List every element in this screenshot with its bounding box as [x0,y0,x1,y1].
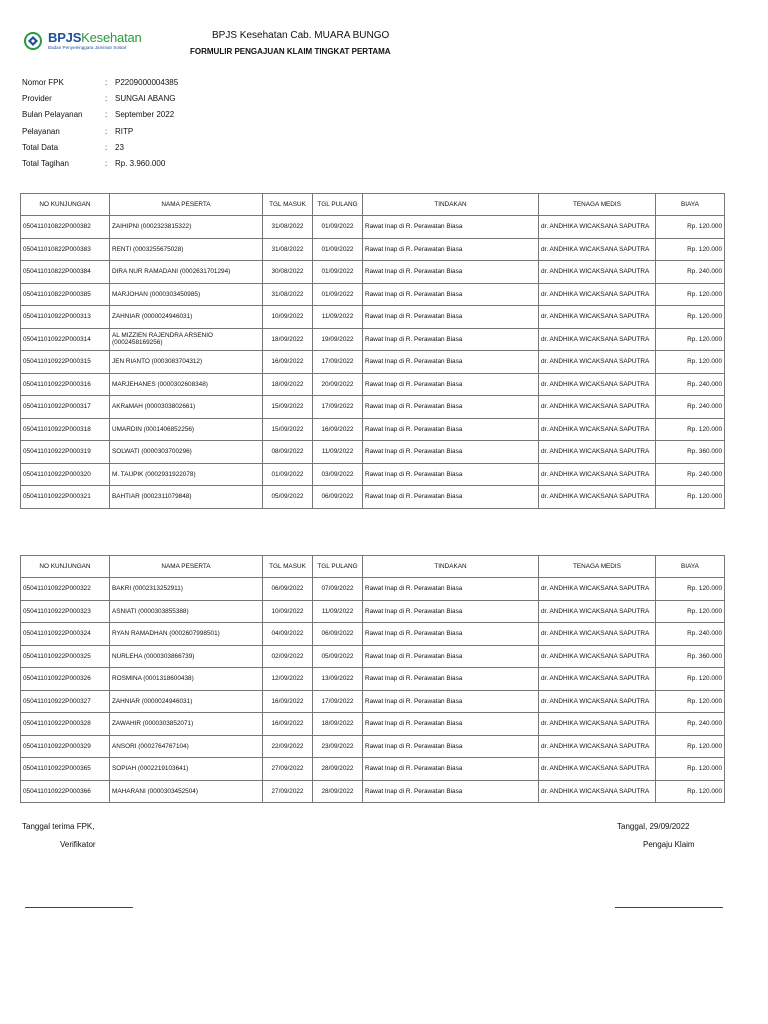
info-colon: : [105,142,108,152]
table-row [21,668,725,691]
admission-date-cell: 08/09/2022 [263,441,313,464]
participant-name-cell: MARJOHAN (0000303450985) [110,283,263,306]
table-row [21,328,725,351]
cost-cell: Rp. 120.000 [656,283,725,306]
procedure-cell: Rawat Inap di R. Perawatan Biasa [363,283,539,306]
info-colon: : [105,158,108,168]
participant-name-cell: ZAHNIAR (0000024946031) [110,690,263,713]
admission-date-cell: 18/09/2022 [263,373,313,396]
table-row [21,216,725,239]
admission-date-cell: 05/09/2022 [263,486,313,509]
visit-number-cell: 050411010922P000318 [21,418,110,441]
visit-number-cell: 050411010822P000383 [21,238,110,261]
discharge-date-cell: 03/09/2022 [313,463,363,486]
participant-name-cell: SOPIAH (0002219103641) [110,758,263,781]
visit-number-cell: 050411010922P000316 [21,373,110,396]
discharge-date-cell: 18/09/2022 [313,713,363,736]
discharge-date-cell: 01/09/2022 [313,238,363,261]
participant-name-cell: SOLWATI (0000303700296) [110,441,263,464]
medical-staff-cell: dr. ANDHIKA WICAKSANA SAPUTRA [539,283,656,306]
procedure-cell: Rawat Inap di R. Perawatan Biasa [363,418,539,441]
table-row [21,441,725,464]
visit-number-cell: 050411010922P000324 [21,623,110,646]
medical-staff-cell: dr. ANDHIKA WICAKSANA SAPUTRA [539,351,656,374]
column-header: TGL MASUK [263,556,313,578]
medical-staff-cell: dr. ANDHIKA WICAKSANA SAPUTRA [539,758,656,781]
info-value: SUNGAI ABANG [115,94,176,104]
discharge-date-cell: 19/09/2022 [313,328,363,351]
cost-cell: Rp. 120.000 [656,238,725,261]
admission-date-cell: 04/09/2022 [263,623,313,646]
discharge-date-cell: 28/09/2022 [313,758,363,781]
procedure-cell: Rawat Inap di R. Perawatan Biasa [363,373,539,396]
admission-date-cell: 16/09/2022 [263,690,313,713]
document-title: BPJS Kesehatan Cab. MUARA BUNGO [212,30,390,41]
verifier-label: Verifikator [60,840,96,849]
table-row [21,713,725,736]
cost-cell: Rp. 120.000 [656,735,725,758]
info-row [22,159,178,175]
discharge-date-cell: 05/09/2022 [313,645,363,668]
discharge-date-cell: 11/09/2022 [313,441,363,464]
medical-staff-cell: dr. ANDHIKA WICAKSANA SAPUTRA [539,373,656,396]
medical-staff-cell: dr. ANDHIKA WICAKSANA SAPUTRA [539,216,656,239]
medical-staff-cell: dr. ANDHIKA WICAKSANA SAPUTRA [539,463,656,486]
column-header: BIAYA [656,194,725,216]
table-row [21,690,725,713]
info-label: Pelayanan [22,126,60,136]
discharge-date-cell: 16/09/2022 [313,418,363,441]
verifier-signature-line [25,907,133,908]
procedure-cell: Rawat Inap di R. Perawatan Biasa [363,396,539,419]
claims-table-1 [20,193,725,509]
discharge-date-cell: 17/09/2022 [313,351,363,374]
cost-cell: Rp. 120.000 [656,216,725,239]
participant-name-cell: AL MIZZIEN RAJENDRA ARSENIO (0002458169256) [110,328,263,351]
visit-number-cell: 050411010822P000385 [21,283,110,306]
table-body [21,216,725,509]
discharge-date-cell: 17/09/2022 [313,396,363,419]
participant-name-cell: ASNIATI (0000303855388) [110,600,263,623]
visit-number-cell: 050411010822P000382 [21,216,110,239]
medical-staff-cell: dr. ANDHIKA WICAKSANA SAPUTRA [539,306,656,329]
discharge-date-cell: 01/09/2022 [313,216,363,239]
participant-name-cell: DIRA NUR RAMADANI (0002631701294) [110,261,263,284]
cost-cell: Rp. 120.000 [656,690,725,713]
bpjs-emblem-icon [22,32,44,50]
procedure-cell: Rawat Inap di R. Perawatan Biasa [363,238,539,261]
admission-date-cell: 15/09/2022 [263,396,313,419]
admission-date-cell: 22/09/2022 [263,735,313,758]
cost-cell: Rp. 120.000 [656,758,725,781]
visit-number-cell: 050411010922P000321 [21,486,110,509]
medical-staff-cell: dr. ANDHIKA WICAKSANA SAPUTRA [539,486,656,509]
bpjs-logo [22,30,152,54]
admission-date-cell: 16/09/2022 [263,351,313,374]
logo-wordmark [48,30,142,45]
discharge-date-cell: 06/09/2022 [313,486,363,509]
visit-number-cell: 050411010922P000365 [21,758,110,781]
table-row [21,463,725,486]
cost-cell: Rp. 360.000 [656,645,725,668]
applicant-signature-line [615,907,723,908]
medical-staff-cell: dr. ANDHIKA WICAKSANA SAPUTRA [539,600,656,623]
cost-cell: Rp. 240.000 [656,463,725,486]
visit-number-cell: 050411010922P000326 [21,668,110,691]
info-colon: : [105,78,108,87]
claims-table-2 [20,555,725,803]
table-header-row [21,194,725,216]
procedure-cell: Rawat Inap di R. Perawatan Biasa [363,261,539,284]
admission-date-cell: 12/09/2022 [263,668,313,691]
visit-number-cell: 050411010922P000327 [21,690,110,713]
info-value: September 2022 [115,110,175,120]
procedure-cell: Rawat Inap di R. Perawatan Biasa [363,328,539,351]
info-label: Total Tagihan [22,158,69,168]
procedure-cell: Rawat Inap di R. Perawatan Biasa [363,441,539,464]
info-row [22,94,178,110]
discharge-date-cell: 17/09/2022 [313,690,363,713]
medical-staff-cell: dr. ANDHIKA WICAKSANA SAPUTRA [539,441,656,464]
logo-tagline: Badan Penyelenggara Jaminan Sosial [48,45,126,50]
column-header: NO KUNJUNGAN [21,556,110,578]
cost-cell: Rp. 120.000 [656,600,725,623]
admission-date-cell: 10/09/2022 [263,600,313,623]
procedure-cell: Rawat Inap di R. Perawatan Biasa [363,713,539,736]
procedure-cell: Rawat Inap di R. Perawatan Biasa [363,463,539,486]
cost-cell: Rp. 120.000 [656,306,725,329]
table-row [21,396,725,419]
visit-number-cell: 050411010922P000315 [21,351,110,374]
participant-name-cell: JEN RIANTO (0003083704312) [110,351,263,374]
column-header: BIAYA [656,556,725,578]
visit-number-cell: 050411010822P000384 [21,261,110,284]
procedure-cell: Rawat Inap di R. Perawatan Biasa [363,668,539,691]
procedure-cell: Rawat Inap di R. Perawatan Biasa [363,758,539,781]
medical-staff-cell: dr. ANDHIKA WICAKSANA SAPUTRA [539,396,656,419]
participant-name-cell: MARJEHANES (0000302608348) [110,373,263,396]
medical-staff-cell: dr. ANDHIKA WICAKSANA SAPUTRA [539,780,656,803]
logo-bpjs: BPJS [48,30,82,45]
cost-cell: Rp. 120.000 [656,780,725,803]
visit-number-cell: 050411010922P000319 [21,441,110,464]
procedure-cell: Rawat Inap di R. Perawatan Biasa [363,306,539,329]
info-row [22,127,178,143]
admission-date-cell: 27/09/2022 [263,758,313,781]
medical-staff-cell: dr. ANDHIKA WICAKSANA SAPUTRA [539,713,656,736]
cost-cell: Rp. 360.000 [656,441,725,464]
discharge-date-cell: 07/09/2022 [313,578,363,601]
cost-cell: Rp. 120.000 [656,351,725,374]
table-row [21,418,725,441]
admission-date-cell: 31/08/2022 [263,238,313,261]
participant-name-cell: UMARDIN (0001406852256) [110,418,263,441]
visit-number-cell: 050411010922P000366 [21,780,110,803]
participant-name-cell: BAKRI (0002313252911) [110,578,263,601]
procedure-cell: Rawat Inap di R. Perawatan Biasa [363,735,539,758]
discharge-date-cell: 11/09/2022 [313,306,363,329]
medical-staff-cell: dr. ANDHIKA WICAKSANA SAPUTRA [539,668,656,691]
admission-date-cell: 18/09/2022 [263,328,313,351]
visit-number-cell: 050411010922P000322 [21,578,110,601]
table-row [21,623,725,646]
admission-date-cell: 06/09/2022 [263,578,313,601]
info-label: Provider [22,94,52,104]
column-header: TGL PULANG [313,194,363,216]
info-colon: : [105,126,108,136]
procedure-cell: Rawat Inap di R. Perawatan Biasa [363,690,539,713]
info-value: 23 [115,142,124,152]
procedure-cell: Rawat Inap di R. Perawatan Biasa [363,645,539,668]
info-label: Bulan Pelayanan [22,110,83,120]
discharge-date-cell: 01/09/2022 [313,283,363,306]
table-row [21,351,725,374]
admission-date-cell: 30/08/2022 [263,261,313,284]
procedure-cell: Rawat Inap di R. Perawatan Biasa [363,600,539,623]
participant-name-cell: BAHTIAR (0002311079848) [110,486,263,509]
participant-name-cell: M. TAUPIK (0002931922078) [110,463,263,486]
info-value: RITP [115,126,134,136]
participant-name-cell: AKRaMAH (0000303802661) [110,396,263,419]
applicant-label: Pengaju Klaim [643,840,695,849]
table-row [21,306,725,329]
table-row [21,758,725,781]
admission-date-cell: 01/09/2022 [263,463,313,486]
table-row [21,373,725,396]
admission-date-cell: 15/09/2022 [263,418,313,441]
participant-name-cell: ANSORI (0002764767104) [110,735,263,758]
visit-number-cell: 050411010922P000329 [21,735,110,758]
admission-date-cell: 02/09/2022 [263,645,313,668]
visit-number-cell: 050411010922P000325 [21,645,110,668]
admission-date-cell: 16/09/2022 [263,713,313,736]
participant-name-cell: ZAIHIPNI (0002323815322) [110,216,263,239]
discharge-date-cell: 28/09/2022 [313,780,363,803]
table-row [21,238,725,261]
table-row [21,780,725,803]
medical-staff-cell: dr. ANDHIKA WICAKSANA SAPUTRA [539,261,656,284]
medical-staff-cell: dr. ANDHIKA WICAKSANA SAPUTRA [539,735,656,758]
discharge-date-cell: 20/09/2022 [313,373,363,396]
discharge-date-cell: 13/09/2022 [313,668,363,691]
column-header: TGL PULANG [313,556,363,578]
info-colon: : [105,110,108,120]
cost-cell: Rp. 120.000 [656,418,725,441]
discharge-date-cell: 01/09/2022 [313,261,363,284]
procedure-cell: Rawat Inap di R. Perawatan Biasa [363,486,539,509]
cost-cell: Rp. 120.000 [656,486,725,509]
medical-staff-cell: dr. ANDHIKA WICAKSANA SAPUTRA [539,578,656,601]
document-subtitle: FORMULIR PENGAJUAN KLAIM TINGKAT PERTAMA [190,47,391,56]
procedure-cell: Rawat Inap di R. Perawatan Biasa [363,578,539,601]
cost-cell: Rp. 240.000 [656,623,725,646]
column-header: NO KUNJUNGAN [21,194,110,216]
visit-number-cell: 050411010922P000313 [21,306,110,329]
column-header: NAMA PESERTA [110,556,263,578]
table-body [21,578,725,803]
column-header: TENAGA MEDIS [539,194,656,216]
discharge-date-cell: 06/09/2022 [313,623,363,646]
admission-date-cell: 31/08/2022 [263,216,313,239]
participant-name-cell: RENTI (0003255675028) [110,238,263,261]
visit-number-cell: 050411010922P000320 [21,463,110,486]
table-row [21,578,725,601]
column-header: TGL MASUK [263,194,313,216]
procedure-cell: Rawat Inap di R. Perawatan Biasa [363,780,539,803]
visit-number-cell: 050411010922P000328 [21,713,110,736]
medical-staff-cell: dr. ANDHIKA WICAKSANA SAPUTRA [539,418,656,441]
submission-date: Tanggal, 29/09/2022 [617,822,690,831]
visit-number-cell: 050411010922P000317 [21,396,110,419]
cost-cell: Rp. 240.000 [656,713,725,736]
medical-staff-cell: dr. ANDHIKA WICAKSANA SAPUTRA [539,690,656,713]
info-label: Total Data [22,142,59,152]
table-header-row [21,556,725,578]
info-value: P2209000004385 [115,78,179,87]
table-row [21,600,725,623]
cost-cell: Rp. 240.000 [656,396,725,419]
participant-name-cell: ROSMINA (0001318600438) [110,668,263,691]
info-value: Rp. 3.960.000 [115,158,166,168]
info-row [22,110,178,126]
visit-number-cell: 050411010922P000314 [21,328,110,351]
procedure-cell: Rawat Inap di R. Perawatan Biasa [363,351,539,374]
table-row [21,645,725,668]
medical-staff-cell: dr. ANDHIKA WICAKSANA SAPUTRA [539,645,656,668]
table-row [21,735,725,758]
medical-staff-cell: dr. ANDHIKA WICAKSANA SAPUTRA [539,623,656,646]
visit-number-cell: 050411010922P000323 [21,600,110,623]
cost-cell: Rp. 120.000 [656,578,725,601]
discharge-date-cell: 11/09/2022 [313,600,363,623]
logo-kesehatan: Kesehatan [81,30,142,45]
admission-date-cell: 27/09/2022 [263,780,313,803]
procedure-cell: Rawat Inap di R. Perawatan Biasa [363,216,539,239]
info-colon: : [105,94,108,104]
info-row [22,143,178,159]
table-row [21,486,725,509]
column-header: TENAGA MEDIS [539,556,656,578]
medical-staff-cell: dr. ANDHIKA WICAKSANA SAPUTRA [539,238,656,261]
column-header: NAMA PESERTA [110,194,263,216]
claim-info [22,78,178,175]
participant-name-cell: MAHARANI (0000303452504) [110,780,263,803]
admission-date-cell: 10/09/2022 [263,306,313,329]
discharge-date-cell: 23/09/2022 [313,735,363,758]
column-header: TINDAKAN [363,194,539,216]
participant-name-cell: RYAN RAMADHAN (0002607998501) [110,623,263,646]
cost-cell: Rp. 120.000 [656,328,725,351]
cost-cell: Rp. 120.000 [656,668,725,691]
cost-cell: Rp. 240.000 [656,373,725,396]
participant-name-cell: ZAWAHIR (0000303852071) [110,713,263,736]
info-label: Nomor FPK [22,78,64,87]
column-header: TINDAKAN [363,556,539,578]
cost-cell: Rp. 240.000 [656,261,725,284]
participant-name-cell: NURLEHA (0000303866739) [110,645,263,668]
table-row [21,283,725,306]
medical-staff-cell: dr. ANDHIKA WICAKSANA SAPUTRA [539,328,656,351]
procedure-cell: Rawat Inap di R. Perawatan Biasa [363,623,539,646]
received-date-label: Tanggal terima FPK, [22,822,95,831]
table-row [21,261,725,284]
info-row [22,78,178,94]
participant-name-cell: ZAHNIAR (0000024946031) [110,306,263,329]
admission-date-cell: 31/08/2022 [263,283,313,306]
